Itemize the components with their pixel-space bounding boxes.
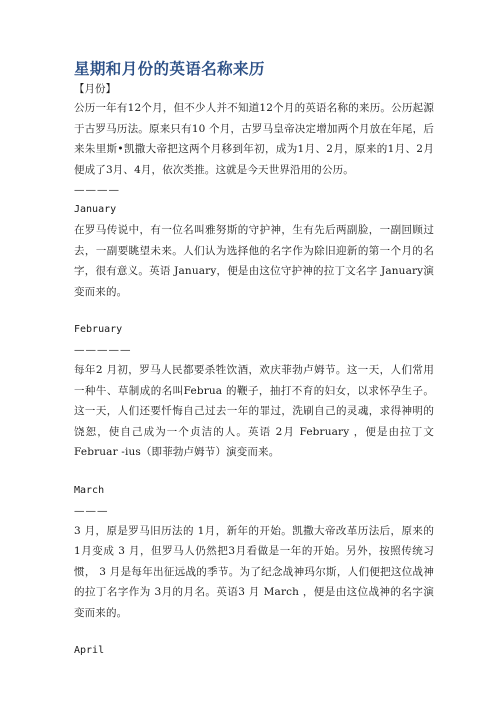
month-heading-march: March [74,484,105,496]
month-paragraph-march: 3 月，原是罗马旧历法的 1月，新年的开始。凯撒大帝改革历法后，原来的 1月变成 3 月，但罗马人仍然把3月看做是一年的开始。另外，按照传统习惯， 3 月是每年出征远战的季节。为了纪念战神玛尔斯，人们便把这位战神的拉丁名字作为 3月的月名。英语3 月 March ，便是由这位战神的名字演变而来的。 [74,524,434,619]
month-heading-april: April [74,645,105,656]
february-divider: ————— [74,344,132,356]
month-heading-january: January [74,204,117,215]
intro-divider: ———— [74,184,120,196]
month-paragraph-february: 每年2 月初，罗马人民都要杀牲饮酒，欢庆菲勃卢姆节。这一天，人们常用一种牛、草制成的名叫Februa 的鞭子，抽打不育的妇女，以求怀孕生子。这一天，人们还要忏悔自己过去一年的罪过，洗刷自己的灵魂，求得神明的饶恕，使自己成为一个贞洁的人。英语 2月 February ，便是由拉丁文Februar -ius（即菲勃卢姆节）演变而来。 [74,364,434,458]
march-divider: ——— [74,504,109,517]
intro-paragraph: 公历一年有12个月，但不少人并不知道12个月的英语名称的来历。公历起源于古罗马历法。原来只有10 个月，古罗马皇帝决定增加两个月放在年尾，后来朱里斯•凯撒大帝把这两个月移到年初，成为1月、2月，原来的1月、2月便成了3月、4月，依次类推。这就是今天世界沿用的公历。 [74,102,434,176]
page-title: 星期和月份的英语名称来历 [74,60,265,78]
section-tag: 【月份】 [74,83,116,95]
document-page [74,58,434,661]
month-heading-february: February [74,324,123,335]
month-paragraph-january: 在罗马传说中，有一位名叫雅努斯的守护神，生有先后两副脸，一副回顾过去，一副要眺望未来。人们认为选择他的名字作为除旧迎新的第一个月的名字，很有意义。英语 January，便是由这位守护神的拉丁文名字 January演变而来的。 [74,224,434,298]
